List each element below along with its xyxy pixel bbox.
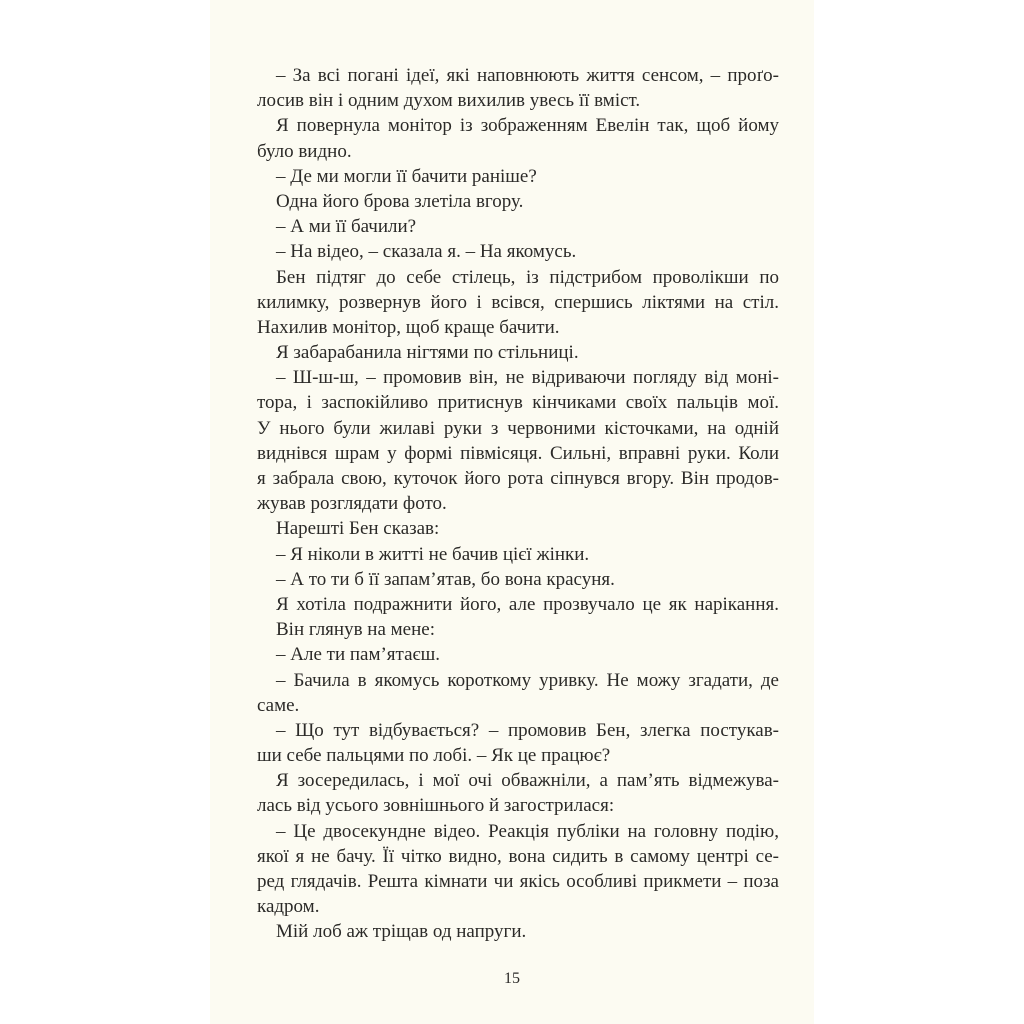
text-line: Нарешті Бен сказав: [276,518,440,540]
text-line: – А ми її бачили? [276,216,417,238]
text-line: Я хотіла подражнити його, але прозвучало це як нарікання. [276,593,779,615]
text-line: Нахилив монітор, щоб краще бачити. [257,316,560,338]
text-line: саме. [257,694,300,716]
text-line: – Я ніколи в житті не бачив цієї жінки. [276,543,590,565]
text-line: якої я не бачу. Її чітко видно, вона сидить в самому центрі се- [257,845,779,867]
text-line: було видно. [257,140,352,162]
text-line: – Але ти пам’ятаєш. [276,644,441,666]
text-line: кадром. [257,896,320,918]
text-line: ши себе пальцями по лобі. – Як це працює? [257,745,611,767]
text-line: тора, і заспокійливо притиснув кінчиками своїх пальців мої. [257,392,779,414]
text-line: – Ш-ш-ш, – промовив він, не відриваючи погляду від моні- [276,367,779,389]
text-line: – Це двосекундне відео. Реакція публіки на головну подію, [276,820,779,842]
page-number: 15 [504,970,520,987]
text-line: ред глядачів. Решта кімнати чи якісь особливі прикмети – поза [257,871,779,892]
text-line: – А то ти б її запам’ятав, бо вона красуня. [276,568,615,590]
text-line: лосив він і одним духом вихилив увесь її вміст. [257,90,641,112]
text-line: Одна його брова злетіла вгору. [276,190,524,212]
text-line: Я забарабанила нігтями по стільниці. [276,342,579,364]
page-body-text [257,63,779,945]
text-line: Мій лоб аж тріщав од напруги. [276,921,527,943]
text-line: У нього були жилаві руки з червоними кісточками, на одній [257,417,779,439]
text-line: Він глянув на мене: [276,619,435,641]
text-line: – Бачила в якомусь короткому уривку. Не можу згадати, де [276,669,779,691]
text-line: килимку, розвернув його і всівся, спершись ліктями на стіл. [257,291,779,313]
text-line: жував розглядати фото. [257,493,447,515]
text-line: лась від усього зовнішнього й загострилася: [257,795,615,817]
text-line: – Де ми могли її бачити раніше? [276,165,537,187]
text-line: виднівся шрам у формі півмісяця. Сильні, вправні руки. Коли [257,442,779,464]
text-line: Бен підтяг до себе стілець, із підстрибом проволікши по [276,266,779,288]
text-line: Я зосередилась, і мої очі обважніли, а пам’ять відмежува- [276,770,779,792]
text-line: – За всі погані ідеї, які наповнюють життя сенсом, – проґо- [276,65,779,86]
text-line: я забрала свою, куточок його рота сіпнувся вгору. Він продов- [257,468,779,489]
text-line: – Що тут відбувається? – промовив Бен, злегка постукав- [276,719,779,741]
book-page [210,0,814,1024]
text-line: Я повернула монітор із зображенням Евелін так, щоб йому [276,115,779,137]
text-line: – На відео, – сказала я. – На якомусь. [276,241,577,263]
